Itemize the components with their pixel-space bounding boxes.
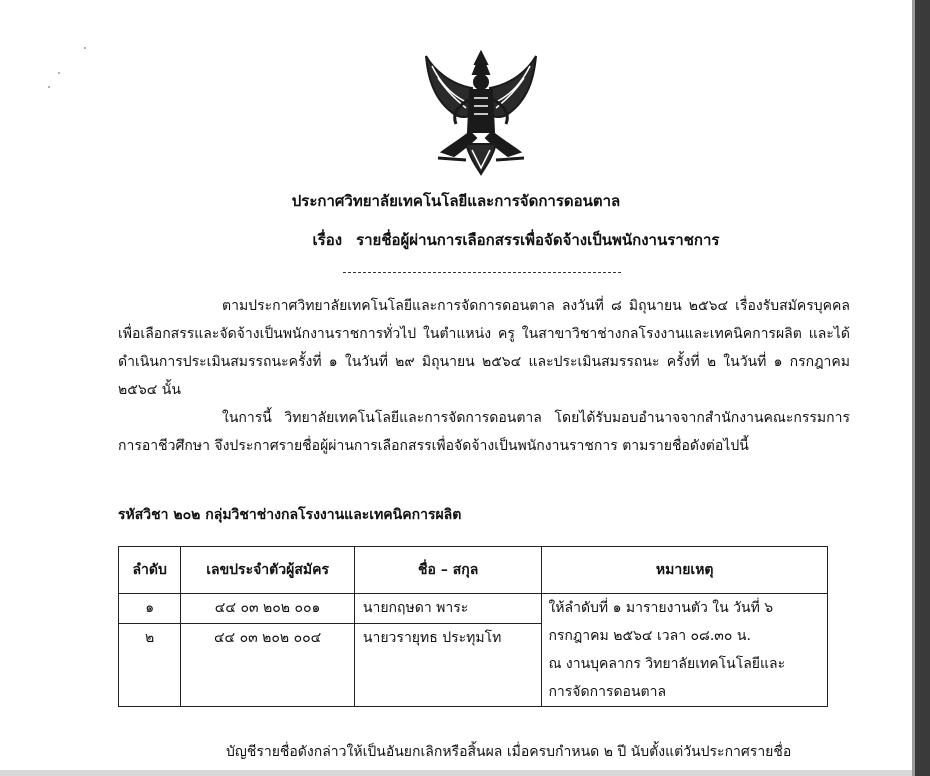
row-name: นายวรายุทธ ประทุมโท [354, 623, 542, 706]
document-subject [60, 228, 912, 252]
header-applicant-id: เลขประจำตัวผู้สมัคร [181, 547, 355, 594]
remark-cell [542, 594, 828, 707]
paragraph-3: บัญชีรายชื่อดังกล่าวให้เป็นอันยกเลิกหรือสิ้นผล เมื่อครบกำหนด ๒ ปี นับตั้งแต่วันประกาศรายชื่อ [226, 744, 792, 760]
scan-speck [58, 72, 60, 74]
row-name: นายกฤษดา พาระ [354, 594, 542, 624]
page-bottom-edge [0, 770, 912, 776]
header-name: ชื่อ – สกุล [354, 547, 542, 594]
row-applicant-id: ๔๔ ๐๓ ๒๐๒ ๐๐๔ [181, 623, 355, 706]
table-row [119, 594, 828, 624]
paragraph-1: ตามประกาศวิทยาลัยเทคโนโลยีและการจัดการดอนตาล ลงวันที่ ๘ มิถุนายน ๒๕๖๔ เรื่องรับสมัครบุคคลเพื่อเลือกสรรและจัดจ้างเป็นพนักงานราชการทั่วไป ในตำแหน่ง ครู ในสาขาวิชาช่างกลโรงงานและเทคนิคการผลิต และได้ดำเนินการประเมินสมรรถนะครั้งที่ ๑ ในวันที่ ๒๙ มิถุนายน ๒๕๖๔ และประเมินสมรรถนะ ครั้งที่ ๒ ในวันที่ ๑ กรกฎาคม ๒๕๖๔ นั้น [118, 298, 850, 398]
row-no: ๒ [119, 623, 181, 706]
title-divider [343, 272, 621, 273]
table-header-row [119, 547, 828, 594]
header-no: ลำดับ [119, 547, 181, 594]
scan-speck [84, 47, 86, 49]
scan-speck [48, 86, 50, 88]
row-no: ๑ [119, 594, 181, 624]
viewer-side-bar [912, 0, 930, 776]
garuda-emblem-icon [420, 48, 542, 180]
course-code-heading: รหัสวิชา ๒๐๒ กลุ่มวิชาช่างกลโรงงานและเทคนิคการผลิต [118, 507, 462, 523]
row-applicant-id: ๔๔ ๐๓ ๒๐๒ ๐๐๑ [181, 594, 355, 624]
remark-line: ให้ลำดับที่ ๑ มารายงานตัว ใน วันที่ ๖ [548, 600, 774, 616]
paragraph-2: ในการนี้ วิทยาลัยเทคโนโลยีและการจัดการดอนตาล โดยได้รับมอบอำนาจจากสำนักงานคณะกรรมการการอาชีวศึกษา จึงประกาศรายชื่อผู้ผ่านการเลือกสรรเพื่อจัดจ้างเป็นพนักงานราชการ ตามรายชื่อดังต่อไปนี้ [118, 410, 850, 454]
subject-label: เรื่อง [312, 231, 343, 249]
remark-line: กรกฎาคม ๒๕๖๔ เวลา ๐๘.๓๐ น. [548, 628, 751, 644]
results-table [118, 546, 828, 707]
remark-line: ณ งานบุคลากร วิทยาลัยเทคโนโลยีและ [548, 656, 786, 672]
remark-line: การจัดการดอนตาล [548, 684, 667, 700]
subject-text: รายชื่อผู้ผ่านการเลือกสรรเพื่อจัดจ้างเป็นพนักงานราชการ [356, 231, 720, 249]
header-remark: หมายเหตุ [542, 547, 828, 594]
document-title: ประกาศวิทยาลัยเทคโนโลยีและการจัดการดอนตาล [291, 192, 621, 210]
